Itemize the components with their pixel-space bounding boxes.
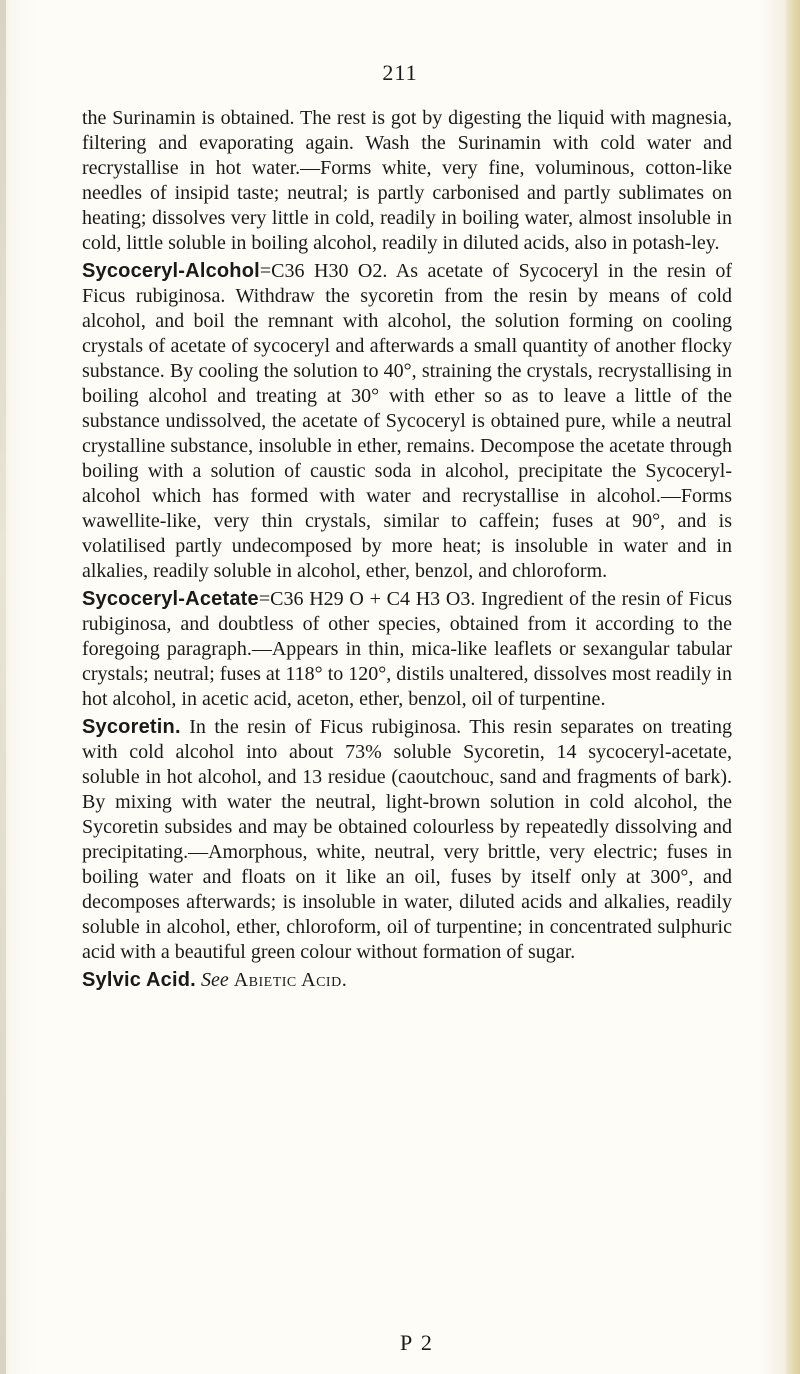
page-left-edge: [0, 0, 6, 1374]
intro-paragraph: the Surinamin is obtained. The rest is got by digesting the liquid with magnesia, filtering and evaporating again. Wash the Surinamin with cold water and recrystallise in hot water.—Forms white, very fine, voluminous, cotton-like needles of insipid taste; neutral; is partly carbonised and partly sublimates on heating; dissolves very little in cold, readily in boiling water, almost insoluble in cold, little soluble in boiling alcohol, readily in diluted acids, also in potash-ley.: [82, 107, 732, 254]
entry-formula: =C36 H29 O + C4 H3 O3.: [258, 588, 476, 610]
entry-text: As acetate of Sycoceryl in the resin of Ficus rubiginosa. Withdraw the sycoretin from the resin by means of cold alcohol, and boil the remnant with alcohol, the solution forming on cooling crystals of acetate of sycoceryl and afterwards a small quantity of another flocky substance. By cooling the solution to 40°, straining the crystals, recrystallising in boiling alcohol and treating at 30° with ether so as to leave a little of the substance undissolved, the acetate of Sycoceryl is obtained pure, while a neutral crystalline substance, insoluble in ether, remains. Decompose the acetate through boiling with a solution of caustic soda in alcohol, precipitate the Sycoceryl-alcohol which has formed with water and recrystallise in alcohol.—Forms wawellite-like, very thin crystals, similar to caffein; fuses at 90°, and is volatilised partly undecomposed by more heat; is insoluble in water and in alkalies, readily soluble in alcohol, ether, benzol, and chloroform.: [82, 260, 732, 582]
entry-heading: Sycoceryl-Acetate: [82, 588, 259, 610]
entry-sylvic-acid: [82, 968, 732, 993]
entry-formula: =C36 H30 O2.: [259, 260, 388, 282]
page-right-edge: [786, 0, 800, 1374]
entry-text: In the resin of Ficus rubiginosa. This resin separates on treating with cold alcohol into about 73% soluble Sycoretin, 14 sycoceryl-acetate, soluble in hot alcohol, and 13 residue (caoutchouc, sand and fragments of bark). By mixing with water the neutral, light-brown solution in cold alcohol, the Sycoretin subsides and may be obtained colourless by repeatedly dissolving and precipitating.—Amorphous, white, neutral, very brittle, very electric; fuses in boiling water and floats on it like an oil, fuses by itself only at 300°, and decomposes afterwards; is insoluble in water, diluted acids and alkalies, readily soluble in alcohol, ether, chloroform, oil of turpentine; in concentrated sulphuric acid with a beautiful green colour without formation of sugar.: [82, 716, 732, 963]
entry-heading: Sycoretin.: [82, 716, 181, 738]
entry-sycoretin: [82, 715, 732, 965]
see-label: See: [200, 969, 229, 991]
page-body: [82, 106, 732, 993]
entry-heading: Sycoceryl-Alcohol: [82, 260, 260, 282]
entry-sycoceryl-alcohol: [82, 259, 732, 584]
page-number: 211: [382, 60, 418, 85]
signature-mark: P 2: [400, 1330, 434, 1355]
entry-text: Ingredient of the resin of Ficus rubiginosa, and doubtless of other species, obtained from it according to the foregoing paragraph.—Appears in thin, mica-like leaflets or sexangular tabular crystals; neutral; fuses at 118° to 120°, distils unaltered, dissolves most readily in hot alcohol, in acetic acid, aceton, ether, benzol, oil of turpentine.: [82, 588, 732, 710]
entry-heading: Sylvic Acid.: [82, 969, 196, 991]
cross-reference-link[interactable]: Abietic Acid.: [233, 969, 348, 991]
entry-sycoceryl-acetate: [82, 587, 732, 712]
